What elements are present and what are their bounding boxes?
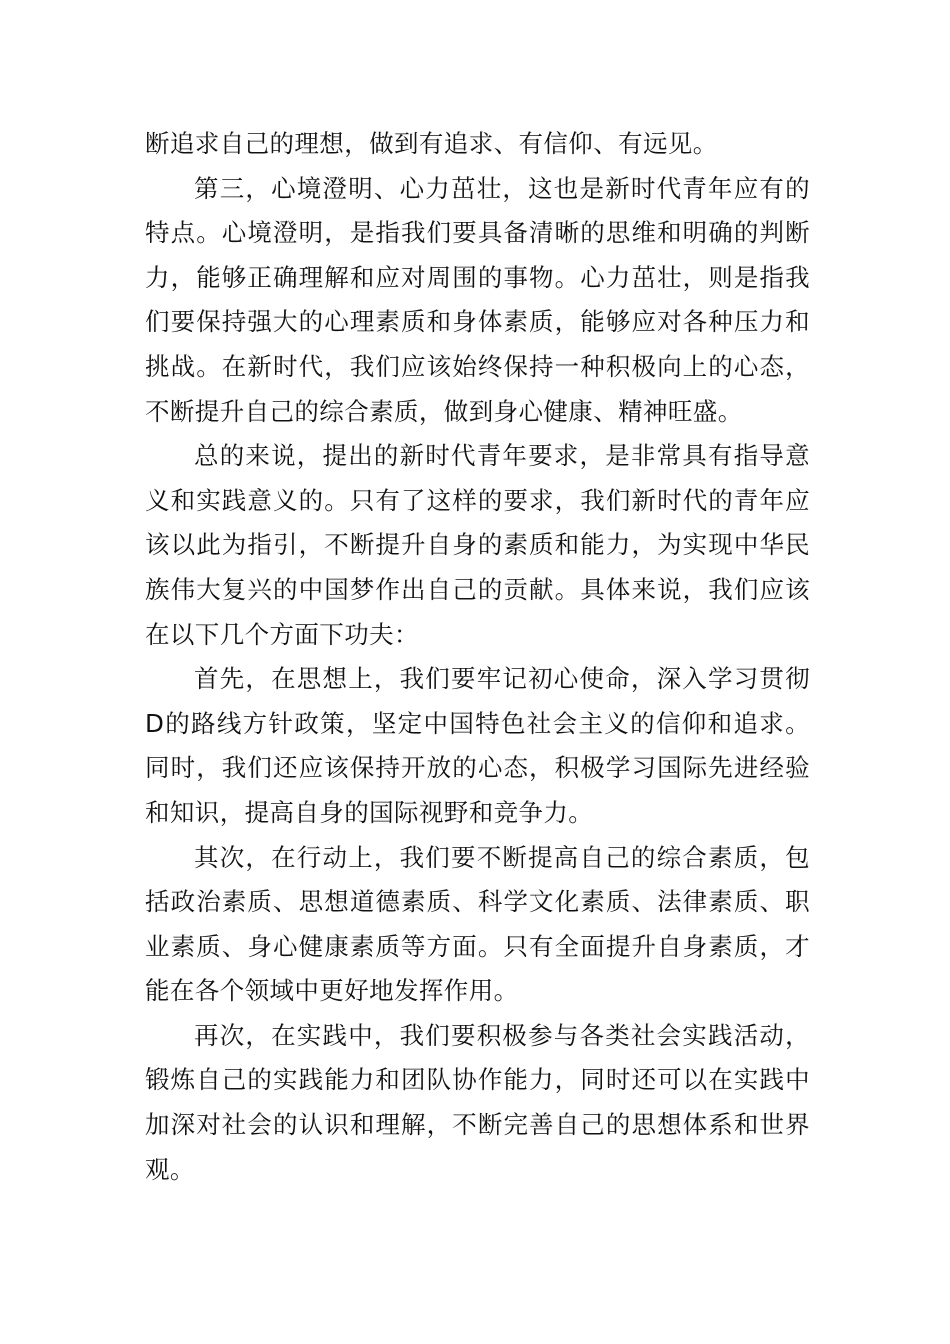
paragraph-summary: 总的来说，提出的新时代青年要求，是非常具有指导意义和实践意义的。只有了这样的要求，我们新时代的青年应该以此为指引，不断提升自身的素质和能力，为实现中华民族伟大复兴的中国梦作出自己的贡献。具体来说，我们应该在以下几个方面下功夫： — [145, 441, 810, 649]
paragraph-third-point: 第三，心境澄明、心力茁壮，这也是新时代青年应有的特点。心境澄明，是指我们要具备清晰的思维和明确的判断力，能够正确理解和应对周围的事物。心力茁壮，则是指我们要保持强大的心理素质和身体素质，能够应对各种压力和挑战。在新时代，我们应该始终保持一种积极向上的心态，不断提升自己的综合素质，做到身心健康、精神旺盛。 — [145, 173, 810, 426]
paragraph-third-practice: 再次，在实践中，我们要积极参与各类社会实践活动，锻炼自己的实践能力和团队协作能力，同时还可以在实践中加深对社会的认识和理解，不断完善自己的思想体系和世界观。 — [145, 1020, 810, 1184]
paragraph-first-thought: 首先，在思想上，我们要牢记初心使命，深入学习贯彻D的路线方针政策，坚定中国特色社会主义的信仰和追求。同时，我们还应该保持开放的心态，积极学习国际先进经验和知识，提高自身的国际视野和竞争力。 — [145, 664, 810, 827]
document-body — [145, 122, 810, 1192]
paragraph-continuation: 断追求自己的理想，做到有追求、有信仰、有远见。 — [145, 129, 718, 158]
paragraph-second-action: 其次，在行动上，我们要不断提高自己的综合素质，包括政治素质、思想道德素质、科学文化素质、法律素质、职业素质、身心健康素质等方面。只有全面提升自身素质，才能在各个领域中更好地发挥作用。 — [145, 842, 810, 1006]
